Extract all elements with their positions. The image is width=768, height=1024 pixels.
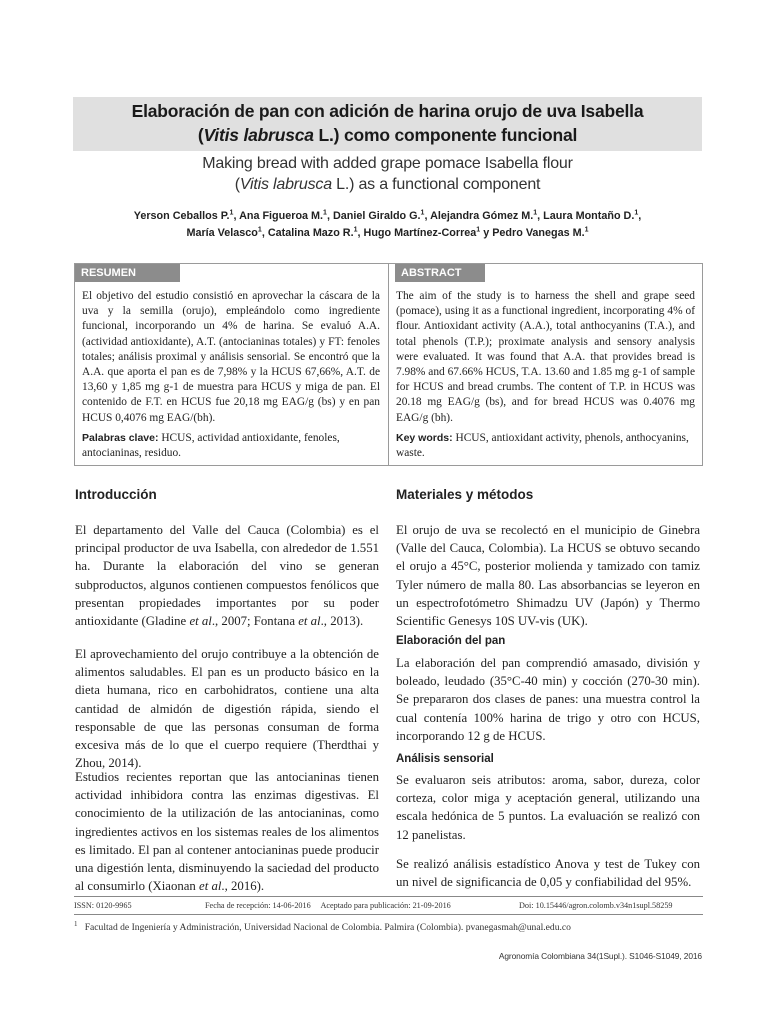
- subsection-sensorial: Análisis sensorial: [396, 753, 494, 765]
- author-list: [90, 208, 685, 242]
- title-species: Vitis labrusca: [203, 125, 314, 145]
- footer-rule-top: [74, 896, 703, 897]
- subtitle-species: Vitis labrusca: [239, 176, 332, 193]
- resumen-label: RESUMEN: [75, 264, 180, 282]
- author: Daniel Giraldo G.: [332, 210, 421, 222]
- resumen-text: El objetivo del estudio consistió en aprovechar la cáscara de la uva y la semilla (orujo), empleándolo como ingrediente funcional, incorporando un 4% de harina. Se evaluó A.A. (actividad antioxidante), A.T. (antocianinas totales) y FT: fenoles totales; análisis proximal y análisis sensorial. Se encontró que la A.A. que aporta el pan es de 7,98% y la HCUS 67,66%, A.T. de 13,60 y 1,85 mg g-1 de muestra para HCUS y miga de pan. El contenido de F.T. en HCUS fue 20,18 mg EAG/g (bs) y en pan HCUS 0,4076 mg EAG/(bh).: [82, 290, 380, 424]
- author-sep: ,: [537, 210, 544, 222]
- doi: Doi: 10.15446/agron.colomb.v34n1supl.58259: [519, 901, 673, 910]
- subtitle-paren: (: [234, 176, 240, 193]
- intro-paragraph-2: El aprovechamiento del orujo contribuye a la obtención de alimentos saludables. El pan es un producto básico en la dieta humana, rico en carbohidratos, contiene una alta cantidad de almidón de digestión rápida, siendo el responsable de que las personas consuman de forma excesiva más de lo que el cuerpo requiere (Therdthai y Zhou, 2014).: [75, 647, 379, 771]
- intro-p1-text-2: ., 2007; Fontana: [211, 614, 299, 629]
- journal-citation: Agronomía Colombiana 34(1Supl.). S1046-S1049, 2016: [498, 951, 702, 961]
- resumen-keywords-text: HCUS, actividad antioxidante, fenoles, antocianinas, residuo.: [82, 432, 340, 460]
- author-affiliation: 1: [533, 209, 538, 217]
- intro-p1-text: El departamento del Valle del Cauca (Colombia) es el principal productor de uva Isabella, con alrededor de 1.551 ha. Durante la elaboración del vino se generan subproductos, algunos contienen compuestos fenólicos que presentan propiedades importantes por su poder antioxidante (Gladine: [75, 523, 379, 629]
- author-sep: y: [480, 227, 493, 239]
- author-affiliation: 1: [420, 209, 425, 217]
- citation-et-al: et al: [189, 614, 212, 629]
- author: Hugo Martínez-Correa: [363, 227, 477, 239]
- subtitle-line-2-rest: L.) as a functional component: [331, 176, 541, 193]
- resumen-keywords: [82, 431, 380, 461]
- author-sep: ,: [638, 210, 642, 222]
- intro-p1-text-3: ., 2013).: [320, 614, 364, 629]
- title-paren: (: [197, 125, 204, 145]
- author-sep: ,: [261, 227, 268, 239]
- footnote-marker: 1: [74, 919, 78, 928]
- intro-paragraph-3: [75, 768, 379, 895]
- article-title-es: [73, 97, 702, 151]
- author-affiliation: 1: [323, 209, 327, 217]
- author: Pedro Vanegas M.: [492, 227, 585, 239]
- title-line-1: Elaboración de pan con adición de harina orujo de uva Isabella: [131, 101, 644, 121]
- citation-et-al: et al: [298, 614, 321, 629]
- author: Laura Montaño D.: [543, 210, 635, 222]
- methods-paragraph-4: Se realizó análisis estadístico Anova y test de Tukey con un nivel de significancia de 0,05 y confiabilidad del 95%.: [396, 857, 700, 890]
- issn: ISSN: 0120-9965: [74, 901, 132, 910]
- author-sep: ,: [233, 210, 240, 222]
- author-affiliation: 1: [257, 226, 262, 234]
- author-affiliation: 1: [584, 226, 589, 234]
- author-affiliation: 1: [229, 209, 234, 217]
- author-sep: ,: [326, 210, 333, 222]
- author-affiliation: 1: [634, 209, 639, 217]
- citation-et-al: et al: [199, 879, 222, 894]
- dates: Fecha de recepción: 14-06-2016 Aceptado para publicación: 21-09-2016: [205, 901, 451, 910]
- subsection-elaboracion: Elaboración del pan: [396, 635, 506, 647]
- abstract-divider: [388, 263, 389, 466]
- title-line-2-rest: L.) como componente funcional: [313, 125, 578, 145]
- methods-paragraph-2: La elaboración del pan comprendió amasado, división y boleado, leudado (35°C-40 min) y cocción (270-30 min). Se prepararon dos clases de panes: una muestra control la cual contenía 100% harina de trigo y otro con HCUS, incorporando 12 g de HCUS.: [396, 656, 700, 743]
- author-line-2: [90, 225, 685, 242]
- intro-heading: Introducción: [75, 487, 157, 502]
- author: Alejandra Gómez M.: [430, 210, 534, 222]
- author: Ana Figueroa M.: [239, 210, 324, 222]
- intro-p3-text-2: ., 2016).: [221, 879, 265, 894]
- resumen-keywords-label: Palabras clave:: [82, 432, 159, 444]
- title-line-2: [73, 123, 702, 147]
- methods-paragraph-1: El orujo de uva se recolectó en el municipio de Ginebra (Valle del Cauca, Colombia). La HCUS se obtuvo secando el orujo a 45°C, posterior molienda y tamizado con tamiz Tyler número de malla 80. Las absorbancias se leyeron en un espectrofotómetro Shimadzu UV (Japón) y Thermo Scientific Genesys 10S UV-vis (UK).: [396, 523, 700, 629]
- author-affiliation: 1: [476, 226, 481, 234]
- article-title-en: [73, 153, 702, 195]
- abstract-keywords-label: Key words:: [396, 432, 453, 444]
- author-affiliation: 1: [353, 226, 358, 234]
- author: Catalina Mazo R.: [267, 227, 354, 239]
- abstract-keywords: [396, 431, 695, 461]
- abstract-keywords-text: HCUS, antioxidant activity, phenols, anthocyanins, waste.: [396, 432, 689, 460]
- abstract-label: ABSTRACT: [395, 264, 485, 282]
- affiliation-footnote: [74, 919, 704, 933]
- author: Yerson Ceballos P.: [133, 210, 230, 222]
- methods-paragraph-3: Se evaluaron seis atributos: aroma, sabor, dureza, color corteza, color miga y aceptación general, utilizando una escala hedónica de 5 puntos. La evaluación se realizó con 12 panelistas.: [396, 773, 700, 842]
- footnote-text: Facultad de Ingeniería y Administración, Universidad Nacional de Colombia. Palmira (Colombia). pvanegasmah@unal.edu.co: [84, 922, 571, 933]
- methods-heading: Materiales y métodos: [396, 487, 534, 502]
- subtitle-line-1: Making bread with added grape pomace Isabella flour: [202, 155, 573, 172]
- author-line-1: [90, 208, 685, 225]
- abstract-text: The aim of the study is to harness the shell and grape seed (pomace), using it as a functional ingredient, incorporating 4% of flour. Antioxidant activity (A.A.), total anthocyanins (T.A.), and total phenols (T.P.); proximate analysis and sensory analysis were evaluated. It was found that A.A. that provides bread is 7.98% and 67.66% HCUS, T.A. 13.60 and 1.85 mg g-1 of sample for HCUS and bread crumbs. The content of T.P. in HCUS was 20.18 mg EAG/g (bs), and for bread HCUS was 0.4076 mg EAG/g (bh).: [396, 290, 695, 424]
- author: María Velasco: [186, 227, 258, 239]
- footer-rule-bottom: [74, 914, 703, 915]
- subtitle-line-2: [73, 174, 702, 195]
- author-sep: ,: [424, 210, 431, 222]
- intro-paragraph-1: [75, 521, 379, 630]
- author-sep: ,: [357, 227, 364, 239]
- intro-p3-text: Estudios recientes reportan que las antocianinas tienen actividad inhibidora contra las enzimas digestivas. El conocimiento de la utilización de las antocianinas, como ingredientes activos en los sistemas reales de los alimentos es limitado. El pan al contener antocianinas puede producir una digestión lenta, disminuyendo la saciedad del producto al consumirlo (Xiaonan: [75, 770, 379, 894]
